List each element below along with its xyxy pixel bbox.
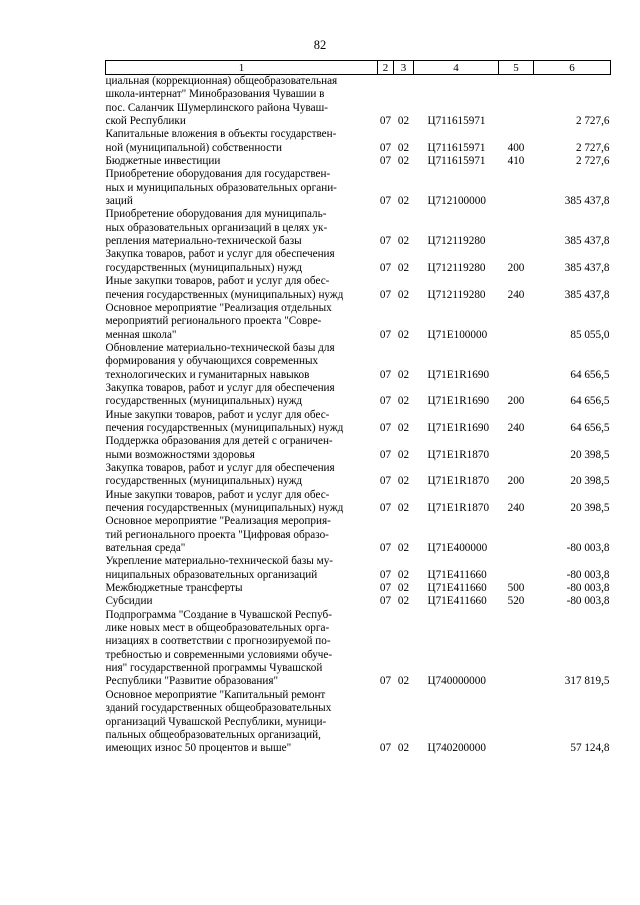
row-name-line: Иные закупки товаров, работ и услуг для обес-: [105, 275, 330, 288]
row-section: 07: [379, 195, 392, 208]
row-subsection: 02: [397, 582, 410, 595]
row-name-line: Основное мероприятие "Капитальный ремонт: [105, 688, 326, 701]
row-name: [106, 609, 378, 689]
row-name-line: репления материально-технической базы: [105, 235, 302, 248]
row-name-line: ниципальных образовательных организаций: [105, 568, 318, 581]
row-target-article: Ц712119280: [427, 261, 486, 274]
row-target-article: Ц71E411660: [427, 582, 487, 595]
row-name: [106, 555, 378, 582]
row-target-article: Ц711615971: [427, 115, 486, 128]
row-section: 07: [379, 368, 392, 381]
row-target-article: Ц712119280: [427, 288, 486, 301]
row-name-line: технологических и гуманитарных навыков: [105, 368, 310, 381]
column-header-name: 1: [106, 61, 378, 75]
row-name: [106, 128, 378, 155]
table-row: [106, 208, 611, 248]
row-target-article: Ц71E400000: [427, 542, 488, 555]
row-name: [106, 275, 378, 302]
row-target-article: Ц71E1R1870: [427, 475, 490, 488]
row-name: [106, 342, 378, 382]
row-name: [106, 248, 378, 275]
row-name-line: Закупка товаров, работ и услуг для обеспечения: [105, 461, 335, 474]
row-target-article: Ц711615971: [427, 155, 486, 168]
row-amount: 20 398,5: [570, 502, 610, 514]
row-expense-type: [499, 515, 534, 555]
row-subsection: 02: [397, 288, 410, 301]
row-section: 07: [379, 141, 392, 154]
row-target-article: Ц71E1R1690: [427, 395, 490, 408]
row-name-line: печения государственных (муниципальных) нужд: [105, 288, 344, 301]
row-name-line: ных и муниципальных образовательных органи-: [105, 181, 337, 194]
row-expense-type: 240: [507, 288, 525, 301]
row-target-article: Ц71E1R1870: [427, 502, 490, 514]
row-section: 07: [379, 568, 392, 581]
row-subsection: 02: [397, 261, 410, 274]
row-amount: 385 437,8: [564, 195, 610, 208]
row-section: 07: [379, 235, 392, 248]
row-name-line: Субсидии: [105, 595, 153, 608]
table-row: [106, 302, 611, 342]
row-section: 07: [379, 261, 392, 274]
row-section: 07: [379, 155, 392, 168]
row-subsection: 02: [397, 568, 410, 581]
row-target-article: Ц71E100000: [427, 328, 488, 341]
row-amount: -80 003,8: [566, 582, 610, 595]
table-row: [106, 595, 611, 608]
row-subsection: 02: [397, 448, 410, 461]
row-name-line: Основное мероприятие "Реализация отдельных: [105, 301, 332, 314]
row-section: 07: [379, 475, 392, 488]
row-name-line: ными возможностями здоровья: [105, 448, 255, 461]
row-name-line: Бюджетные инвестиции: [105, 155, 221, 168]
row-expense-type: [499, 302, 534, 342]
table-row: [106, 248, 611, 275]
budget-table: [105, 60, 611, 756]
row-subsection: 02: [397, 395, 410, 408]
row-subsection: 02: [397, 368, 410, 381]
table-row: [106, 382, 611, 409]
row-expense-type: 240: [507, 502, 525, 514]
row-name-line: менная школа": [105, 328, 177, 341]
row-subsection: 02: [397, 742, 410, 755]
row-name: [106, 595, 378, 608]
row-section: 07: [379, 675, 392, 688]
row-section: 07: [379, 448, 392, 461]
row-name: [106, 168, 378, 208]
row-section: 07: [379, 395, 392, 408]
row-expense-type: 240: [507, 421, 525, 434]
row-name-line: требностью и современными условиями обуче-: [105, 648, 333, 661]
row-amount: -80 003,8: [566, 542, 610, 555]
row-subsection: 02: [397, 115, 410, 128]
page-number: 82: [313, 38, 327, 52]
row-name: [106, 208, 378, 248]
table-row: [106, 168, 611, 208]
row-name-line: мероприятий регионального проекта "Совре-: [105, 315, 322, 328]
row-name-line: вательная среда": [105, 542, 186, 555]
row-name-line: Иные закупки товаров, работ и услуг для обес-: [105, 488, 330, 501]
row-section: 07: [379, 742, 392, 755]
row-target-article: Ц740000000: [427, 675, 486, 688]
row-target-article: Ц712119280: [427, 235, 486, 248]
row-name-line: Приобретение оборудования для муниципаль-: [105, 208, 327, 221]
row-subsection: 02: [397, 195, 410, 208]
row-amount: 64 656,5: [570, 368, 610, 381]
row-section: 07: [379, 421, 392, 434]
row-name-line: печения государственных (муниципальных) нужд: [105, 421, 344, 434]
row-name-line: ной (муниципальной) собственности: [105, 141, 283, 154]
table-row: [106, 555, 611, 582]
row-amount: 64 656,5: [570, 421, 610, 434]
row-name-line: государственных (муниципальных) нужд: [105, 261, 303, 274]
row-name-line: организаций Чувашской Республики, муници-: [105, 715, 327, 728]
row-name-line: зданий государственных общеобразовательных: [105, 702, 332, 715]
row-name: [106, 489, 378, 516]
row-name-line: Укрепление материально-технической базы му-: [105, 555, 334, 568]
row-name: [106, 689, 378, 756]
table-row: [106, 582, 611, 595]
row-amount: -80 003,8: [566, 568, 610, 581]
row-amount: 64 656,5: [570, 395, 610, 408]
row-name-line: Приобретение оборудования для государствен-: [105, 168, 331, 181]
row-subsection: 02: [397, 595, 410, 608]
row-target-article: Ц71E411660: [427, 595, 487, 608]
row-amount: -80 003,8: [566, 595, 610, 608]
row-target-article: Ц711615971: [427, 141, 486, 154]
row-name-line: школа-интернат" Минобразования Чувашии в: [105, 88, 325, 101]
row-expense-type: [499, 435, 534, 462]
row-subsection: 02: [397, 328, 410, 341]
row-name: [106, 515, 378, 555]
row-amount: 385 437,8: [564, 288, 610, 301]
row-expense-type: 400: [507, 141, 525, 154]
row-target-article: Ц71E1R1690: [427, 421, 490, 434]
row-subsection: 02: [397, 155, 410, 168]
row-expense-type: [499, 75, 534, 129]
column-header-subsection: 3: [394, 61, 414, 75]
table-row: [106, 609, 611, 689]
row-subsection: 02: [397, 141, 410, 154]
row-target-article: Ц740200000: [427, 742, 486, 755]
row-target-article: Ц71E1R1690: [427, 368, 490, 381]
row-amount: 85 055,0: [570, 328, 610, 341]
row-section: 07: [379, 542, 392, 555]
row-expense-type: 200: [507, 475, 525, 488]
row-name-line: государственных (муниципальных) нужд: [105, 395, 303, 408]
column-header-expense-type: 5: [499, 61, 534, 75]
row-name-line: формирования у обучающихся современных: [105, 355, 319, 368]
row-subsection: 02: [397, 475, 410, 488]
row-name-line: Основное мероприятие "Реализация мероприя-: [105, 515, 331, 528]
row-target-article: Ц71E411660: [427, 568, 487, 581]
row-subsection: 02: [397, 502, 410, 514]
row-name: [106, 382, 378, 409]
row-expense-type: 500: [507, 582, 525, 595]
row-name-line: ных образовательных организаций в целях ук-: [105, 221, 328, 234]
row-name-line: ской Республики: [105, 115, 186, 128]
table-row: [106, 409, 611, 436]
row-target-article: Ц71E1R1870: [427, 448, 490, 461]
row-name-line: тий регионального проекта "Цифровая образо-: [105, 528, 329, 541]
row-name-line: циальная (коррекционная) общеобразовательная: [105, 75, 338, 87]
row-name-line: лике новых мест в общеобразовательных орга-: [105, 622, 330, 635]
row-name-line: пос. Саланчик Шумерлинского района Чуваш-: [105, 101, 328, 114]
column-header-target-article: 4: [414, 61, 499, 75]
table-row: [106, 515, 611, 555]
row-expense-type: 410: [507, 155, 525, 168]
row-expense-type: [499, 208, 534, 248]
row-name-line: низациях в соответствии с прогнозируемой по-: [105, 635, 331, 648]
row-name-line: имеющих износ 50 процентов и выше": [105, 742, 292, 755]
row-name-line: Закупка товаров, работ и услуг для обеспечения: [105, 248, 335, 261]
row-name-line: Межбюджетные трансферты: [105, 582, 243, 595]
row-name-line: Поддержка образования для детей с ограничен-: [105, 435, 333, 448]
table-row: [106, 155, 611, 168]
row-name: [106, 155, 378, 168]
row-amount: 20 398,5: [570, 475, 610, 488]
row-expense-type: 200: [507, 261, 525, 274]
row-expense-type: [499, 689, 534, 756]
row-name-line: ния" государственной программы Чувашской: [105, 662, 323, 675]
row-name-line: Закупка товаров, работ и услуг для обеспечения: [105, 381, 335, 394]
column-header-section: 2: [378, 61, 394, 75]
row-expense-type: [499, 609, 534, 689]
table-row: [106, 689, 611, 756]
table-row: [106, 435, 611, 462]
row-name-line: государственных (муниципальных) нужд: [105, 475, 303, 488]
row-section: 07: [379, 582, 392, 595]
table-row: [106, 462, 611, 489]
row-name: [106, 75, 378, 129]
table-row: [106, 489, 611, 516]
row-section: 07: [379, 595, 392, 608]
table-row: [106, 275, 611, 302]
row-amount: 317 819,5: [564, 675, 610, 688]
row-name: [106, 462, 378, 489]
row-amount: 2 727,6: [575, 141, 610, 154]
row-name: [106, 409, 378, 436]
table-row: [106, 128, 611, 155]
column-header-amount: 6: [534, 61, 611, 75]
row-amount: 385 437,8: [564, 235, 610, 248]
row-name: [106, 302, 378, 342]
row-name-line: пальных общеобразовательных организаций,: [105, 728, 321, 741]
row-section: 07: [379, 328, 392, 341]
row-amount: 385 437,8: [564, 261, 610, 274]
row-amount: 57 124,8: [570, 742, 610, 755]
row-expense-type: 200: [507, 395, 525, 408]
row-amount: 2 727,6: [575, 155, 610, 168]
table-header-row: [106, 61, 611, 75]
row-expense-type: 520: [507, 595, 525, 608]
row-name-line: Иные закупки товаров, работ и услуг для обес-: [105, 408, 330, 421]
row-name-line: Подпрограмма "Создание в Чувашской Респуб-: [105, 608, 332, 621]
table-row: [106, 342, 611, 382]
row-name-line: печения государственных (муниципальных) нужд: [105, 502, 344, 514]
row-expense-type: [499, 555, 534, 582]
row-subsection: 02: [397, 675, 410, 688]
row-name: [106, 435, 378, 462]
row-name-line: Обновление материально-технической базы для: [105, 341, 335, 354]
row-subsection: 02: [397, 421, 410, 434]
row-name-line: Республики "Развитие образования": [105, 675, 279, 688]
row-subsection: 02: [397, 542, 410, 555]
row-expense-type: [499, 168, 534, 208]
row-target-article: Ц712100000: [427, 195, 486, 208]
row-name-line: Капитальные вложения в объекты государствен-: [105, 128, 337, 141]
row-name: [106, 582, 378, 595]
row-section: 07: [379, 115, 392, 128]
row-amount: 2 727,6: [575, 115, 610, 128]
row-section: 07: [379, 502, 392, 514]
table-row: [106, 75, 611, 129]
row-section: 07: [379, 288, 392, 301]
row-expense-type: [499, 342, 534, 382]
row-subsection: 02: [397, 235, 410, 248]
row-name-line: заций: [105, 195, 133, 208]
row-amount: 20 398,5: [570, 448, 610, 461]
